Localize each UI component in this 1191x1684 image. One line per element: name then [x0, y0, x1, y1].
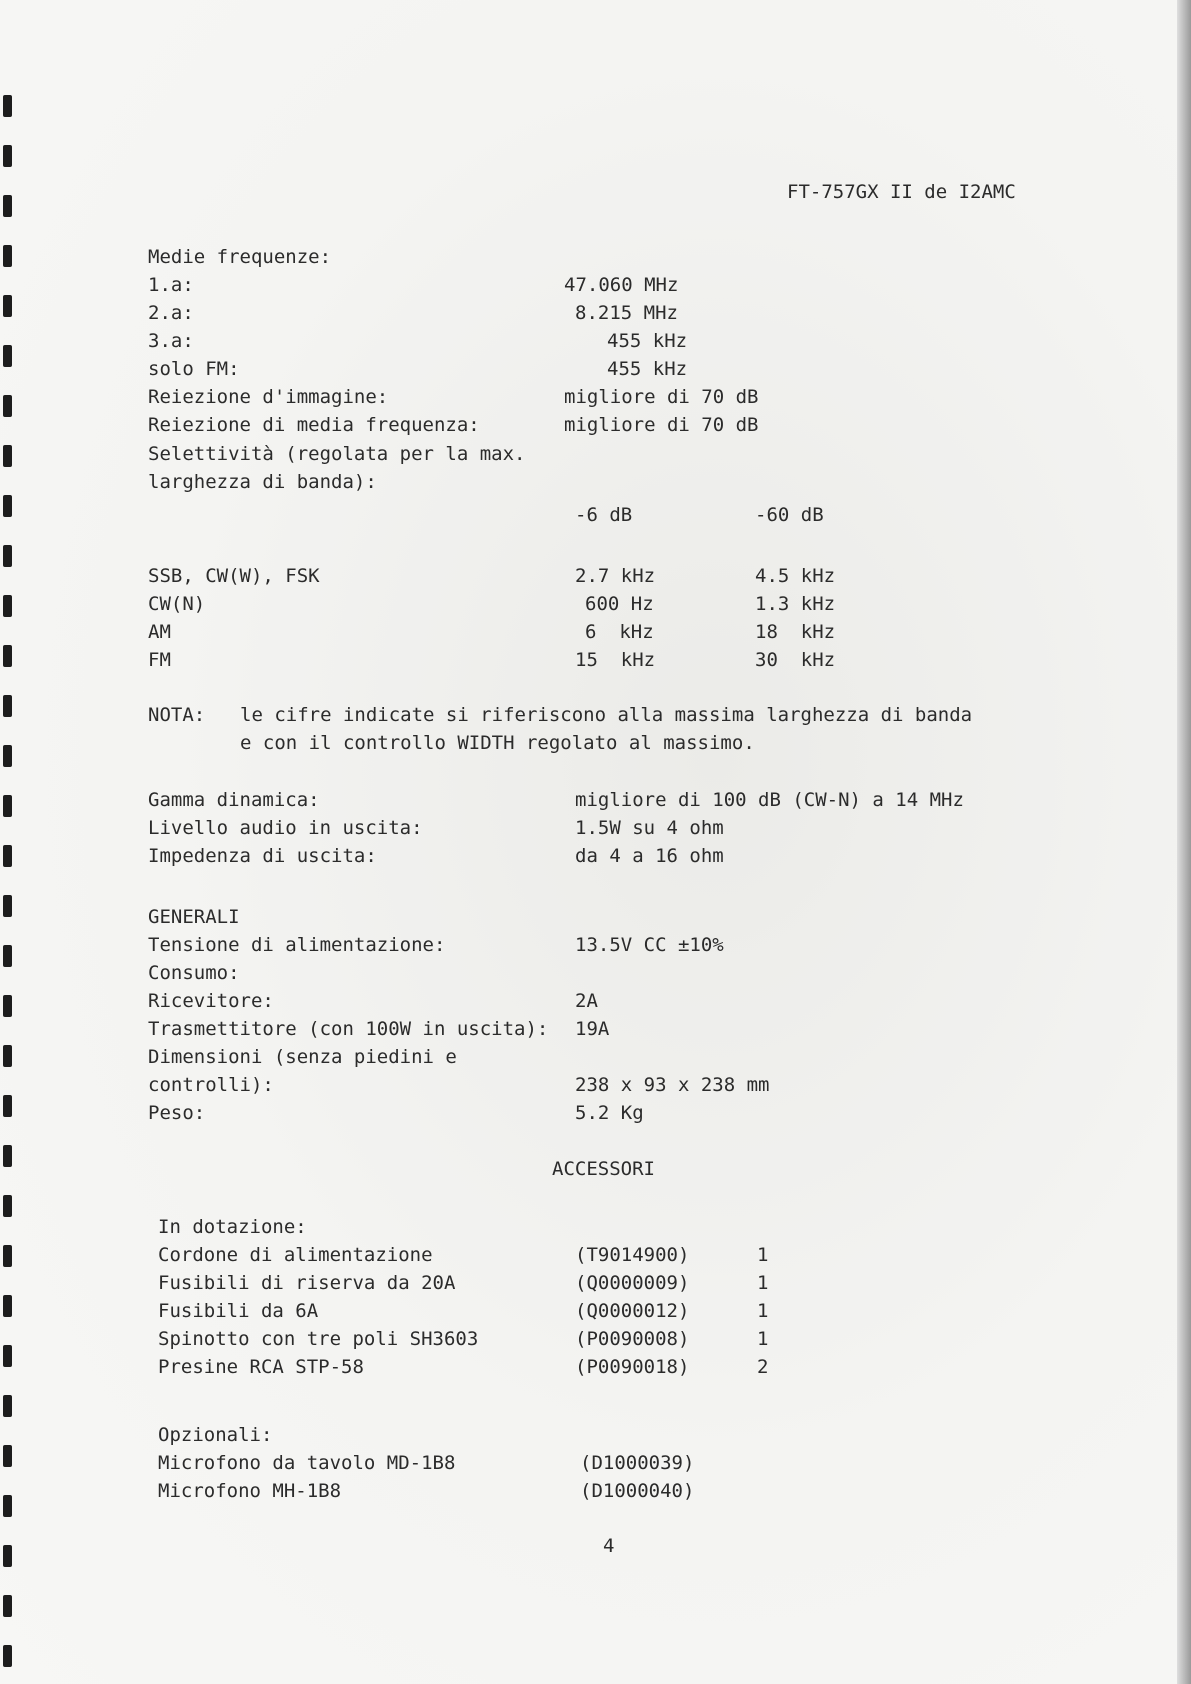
binding-hole [3, 595, 12, 617]
binding-hole [3, 945, 12, 967]
accessory-code: (T9014900) [575, 1244, 690, 1266]
row-label: Reiezione di media frequenza: [148, 414, 480, 436]
page-edge-shadow [1177, 0, 1191, 1684]
binding-hole [3, 1245, 12, 1267]
row-value: 8.215 MHz [575, 302, 678, 324]
column-header-60db: -60 dB [755, 504, 824, 526]
binding-hole [3, 695, 12, 717]
row-value: migliore di 70 dB [564, 414, 759, 436]
row-label: Gamma dinamica: [148, 789, 320, 811]
value-60db: 4.5 kHz [755, 565, 836, 587]
accessory-name: Microfono MH-1B8 [158, 1480, 342, 1502]
note-label: NOTA: [148, 704, 206, 726]
peso-label: Peso: [148, 1102, 206, 1124]
dimensioni-label-line2: controlli): [148, 1074, 274, 1096]
binding-hole [3, 145, 12, 167]
document-header: FT-757GX II de I2AMC [787, 181, 1016, 203]
binding-hole [3, 1095, 12, 1117]
section-title-medie-frequenze: Medie frequenze: [148, 246, 332, 268]
binding-hole [3, 545, 12, 567]
mode-label: SSB, CW(W), FSK [148, 565, 320, 587]
binding-hole [3, 1445, 12, 1467]
accessory-name: Microfono da tavolo MD-1B8 [158, 1452, 456, 1474]
row-label: 1.a: [148, 274, 194, 296]
column-header-6db: -6 dB [575, 504, 633, 526]
section-title-generali: GENERALI [148, 906, 240, 928]
tensione-value: 13.5V CC ±10% [575, 934, 724, 956]
accessory-code: (D1000039) [580, 1452, 695, 1474]
accessory-name: Fusibili da 6A [158, 1300, 319, 1322]
binding-hole [3, 1495, 12, 1517]
binding-holes [0, 0, 14, 1684]
accessory-code: (P0090018) [575, 1356, 690, 1378]
binding-hole [3, 1645, 12, 1667]
accessory-code: (D1000040) [580, 1480, 695, 1502]
accessory-name: Presine RCA STP-58 [158, 1356, 364, 1378]
accessory-code: (P0090008) [575, 1328, 690, 1350]
binding-hole [3, 445, 12, 467]
row-value: da 4 a 16 ohm [575, 845, 724, 867]
row-value: migliore di 70 dB [564, 386, 759, 408]
accessory-qty: 1 [757, 1244, 769, 1266]
value-6db: 6 kHz [585, 621, 654, 643]
ricevitore-label: Ricevitore: [148, 990, 274, 1012]
binding-hole [3, 1145, 12, 1167]
ricevitore-value: 2A [575, 990, 598, 1012]
row-value: migliore di 100 dB (CW-N) a 14 MHz [575, 789, 964, 811]
binding-hole [3, 645, 12, 667]
selettivita-label-line1: Selettività (regolata per la max. [148, 443, 526, 465]
accessory-qty: 2 [757, 1356, 769, 1378]
row-value: 455 kHz [607, 330, 688, 352]
binding-hole [3, 345, 12, 367]
binding-hole [3, 495, 12, 517]
value-6db: 2.7 kHz [575, 565, 656, 587]
binding-hole [3, 895, 12, 917]
note-text-line1: le cifre indicate si riferiscono alla massima larghezza di banda [240, 704, 973, 726]
row-label: Livello audio in uscita: [148, 817, 423, 839]
row-value: 455 kHz [607, 358, 688, 380]
note-text-line2: e con il controllo WIDTH regolato al massimo. [240, 732, 755, 754]
row-label: solo FM: [148, 358, 240, 380]
binding-hole [3, 1195, 12, 1217]
accessory-code: (Q0000012) [575, 1300, 690, 1322]
binding-hole [3, 295, 12, 317]
binding-hole [3, 995, 12, 1017]
accessory-qty: 1 [757, 1272, 769, 1294]
value-6db: 15 kHz [575, 649, 656, 671]
accessory-name: Cordone di alimentazione [158, 1244, 433, 1266]
binding-hole [3, 245, 12, 267]
row-label: 2.a: [148, 302, 194, 324]
dotazione-title: In dotazione: [158, 1216, 307, 1238]
binding-hole [3, 1295, 12, 1317]
binding-hole [3, 395, 12, 417]
row-value: 47.060 MHz [564, 274, 679, 296]
binding-hole [3, 95, 12, 117]
value-60db: 18 kHz [755, 621, 836, 643]
value-6db: 600 Hz [585, 593, 654, 615]
section-title-accessori: ACCESSORI [552, 1158, 655, 1180]
binding-hole [3, 1545, 12, 1567]
row-value: 1.5W su 4 ohm [575, 817, 724, 839]
trasmettitore-value: 19A [575, 1018, 610, 1040]
row-label: Reiezione d'immagine: [148, 386, 389, 408]
row-label: Impedenza di uscita: [148, 845, 377, 867]
dimensioni-value: 238 x 93 x 238 mm [575, 1074, 770, 1096]
binding-hole [3, 1345, 12, 1367]
consumo-label: Consumo: [148, 962, 240, 984]
binding-hole [3, 1595, 12, 1617]
trasmettitore-label: Trasmettitore (con 100W in uscita): [148, 1018, 549, 1040]
mode-label: CW(N) [148, 593, 206, 615]
binding-hole [3, 1045, 12, 1067]
page-number: 4 [603, 1535, 615, 1557]
accessory-qty: 1 [757, 1300, 769, 1322]
row-label: 3.a: [148, 330, 194, 352]
tensione-label: Tensione di alimentazione: [148, 934, 446, 956]
accessory-code: (Q0000009) [575, 1272, 690, 1294]
binding-hole [3, 795, 12, 817]
accessory-name: Spinotto con tre poli SH3603 [158, 1328, 479, 1350]
peso-value: 5.2 Kg [575, 1102, 644, 1124]
dimensioni-label-line1: Dimensioni (senza piedini e [148, 1046, 457, 1068]
selettivita-label-line2: larghezza di banda): [148, 471, 377, 493]
accessory-qty: 1 [757, 1328, 769, 1350]
binding-hole [3, 1395, 12, 1417]
accessory-name: Fusibili di riserva da 20A [158, 1272, 456, 1294]
value-60db: 30 kHz [755, 649, 836, 671]
mode-label: FM [148, 649, 171, 671]
mode-label: AM [148, 621, 171, 643]
value-60db: 1.3 kHz [755, 593, 836, 615]
binding-hole [3, 845, 12, 867]
binding-hole [3, 745, 12, 767]
opzionali-title: Opzionali: [158, 1424, 273, 1446]
binding-hole [3, 195, 12, 217]
